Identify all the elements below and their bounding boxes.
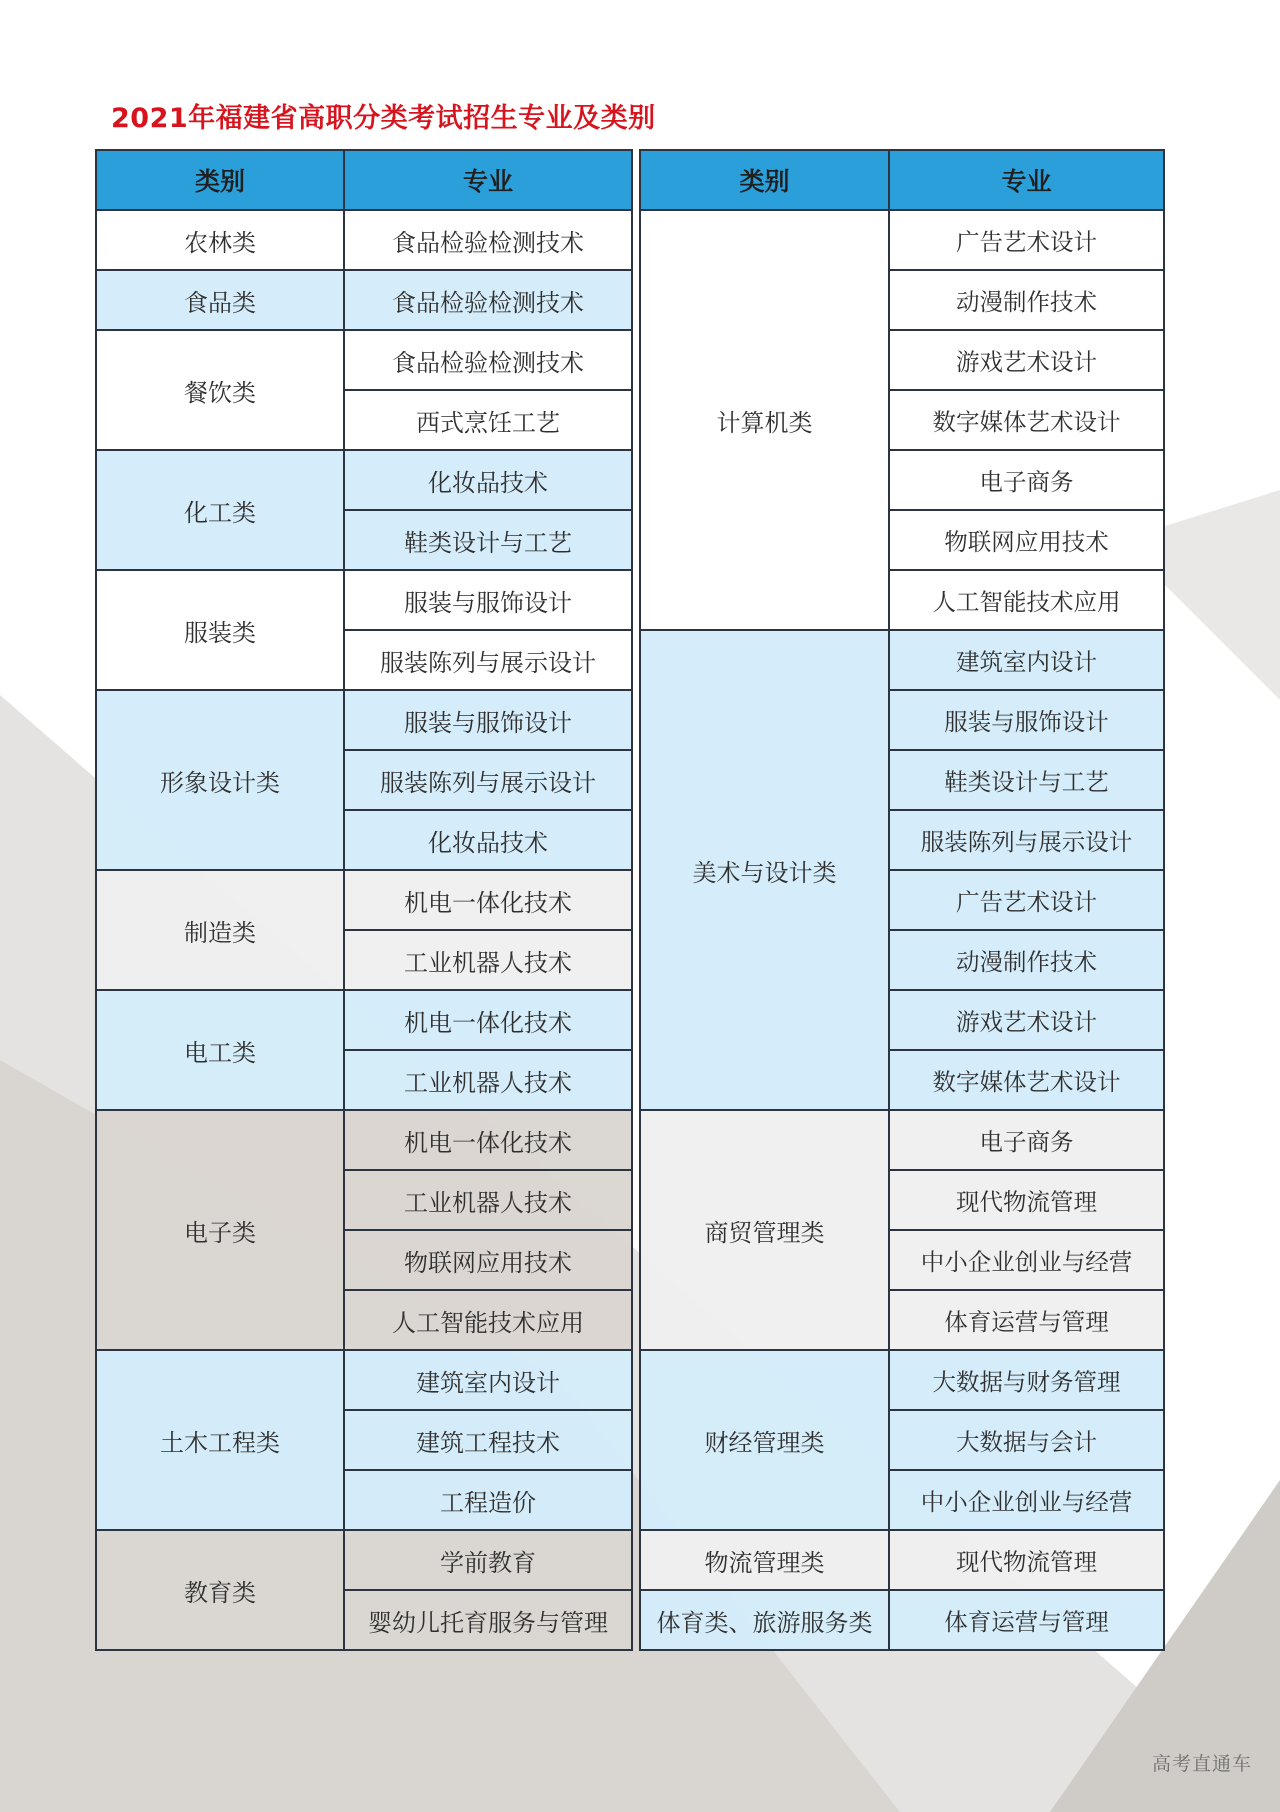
table-row bbox=[640, 1530, 1164, 1590]
major-cell: 建筑室内设计 bbox=[889, 630, 1164, 690]
major-cell: 广告艺术设计 bbox=[889, 210, 1164, 270]
table-row bbox=[96, 1530, 632, 1590]
major-cell: 物联网应用技术 bbox=[889, 510, 1164, 570]
major-cell: 学前教育 bbox=[344, 1530, 632, 1590]
category-header: 类别 bbox=[96, 150, 344, 210]
category-cell: 物流管理类 bbox=[640, 1530, 889, 1590]
major-cell: 工业机器人技术 bbox=[344, 930, 632, 990]
major-cell: 工业机器人技术 bbox=[344, 1050, 632, 1110]
major-cell: 鞋类设计与工艺 bbox=[344, 510, 632, 570]
major-cell: 动漫制作技术 bbox=[889, 270, 1164, 330]
right-table-body bbox=[640, 210, 1164, 1650]
major-cell: 体育运营与管理 bbox=[889, 1290, 1164, 1350]
major-cell: 游戏艺术设计 bbox=[889, 330, 1164, 390]
major-cell: 食品检验检测技术 bbox=[344, 330, 632, 390]
left-table-body bbox=[96, 210, 632, 1650]
major-cell: 大数据与财务管理 bbox=[889, 1350, 1164, 1410]
major-cell: 动漫制作技术 bbox=[889, 930, 1164, 990]
category-cell: 电子类 bbox=[96, 1110, 344, 1350]
major-cell: 鞋类设计与工艺 bbox=[889, 750, 1164, 810]
major-cell: 人工智能技术应用 bbox=[344, 1290, 632, 1350]
major-cell: 现代物流管理 bbox=[889, 1170, 1164, 1230]
major-cell: 服装陈列与展示设计 bbox=[889, 810, 1164, 870]
category-cell: 食品类 bbox=[96, 270, 344, 330]
category-cell: 商贸管理类 bbox=[640, 1110, 889, 1350]
category-cell: 教育类 bbox=[96, 1530, 344, 1650]
table-row bbox=[96, 570, 632, 630]
right-table bbox=[639, 149, 1165, 1651]
table-row bbox=[96, 210, 632, 270]
major-cell: 数字媒体艺术设计 bbox=[889, 1050, 1164, 1110]
left-table bbox=[95, 149, 633, 1651]
table-row bbox=[96, 270, 632, 330]
major-cell: 服装陈列与展示设计 bbox=[344, 630, 632, 690]
major-cell: 体育运营与管理 bbox=[889, 1590, 1164, 1650]
major-cell: 中小企业创业与经营 bbox=[889, 1470, 1164, 1530]
category-cell: 形象设计类 bbox=[96, 690, 344, 870]
category-cell: 服装类 bbox=[96, 570, 344, 690]
major-cell: 物联网应用技术 bbox=[344, 1230, 632, 1290]
page-title: 2021年福建省高职分类考试招生专业及类别 bbox=[111, 103, 656, 134]
major-cell: 人工智能技术应用 bbox=[889, 570, 1164, 630]
major-cell: 中小企业创业与经营 bbox=[889, 1230, 1164, 1290]
category-cell: 化工类 bbox=[96, 450, 344, 570]
major-cell: 化妆品技术 bbox=[344, 450, 632, 510]
major-cell: 现代物流管理 bbox=[889, 1530, 1164, 1590]
major-cell: 数字媒体艺术设计 bbox=[889, 390, 1164, 450]
category-cell: 土木工程类 bbox=[96, 1350, 344, 1530]
major-cell: 游戏艺术设计 bbox=[889, 990, 1164, 1050]
major-cell: 机电一体化技术 bbox=[344, 990, 632, 1050]
table-row bbox=[640, 210, 1164, 270]
category-cell: 计算机类 bbox=[640, 210, 889, 630]
major-cell: 大数据与会计 bbox=[889, 1410, 1164, 1470]
major-cell: 食品检验检测技术 bbox=[344, 210, 632, 270]
major-cell: 机电一体化技术 bbox=[344, 1110, 632, 1170]
category-cell: 体育类、旅游服务类 bbox=[640, 1590, 889, 1650]
major-cell: 建筑室内设计 bbox=[344, 1350, 632, 1410]
major-cell: 服装陈列与展示设计 bbox=[344, 750, 632, 810]
table-row bbox=[640, 1350, 1164, 1410]
category-cell: 餐饮类 bbox=[96, 330, 344, 450]
category-cell: 美术与设计类 bbox=[640, 630, 889, 1110]
major-cell: 机电一体化技术 bbox=[344, 870, 632, 930]
major-cell: 婴幼儿托育服务与管理 bbox=[344, 1590, 632, 1650]
table-row bbox=[640, 1590, 1164, 1650]
table-row bbox=[96, 1350, 632, 1410]
major-cell: 服装与服饰设计 bbox=[344, 570, 632, 630]
category-cell: 财经管理类 bbox=[640, 1350, 889, 1530]
major-cell: 服装与服饰设计 bbox=[344, 690, 632, 750]
major-cell: 广告艺术设计 bbox=[889, 870, 1164, 930]
table-row bbox=[96, 1110, 632, 1170]
left-table-header-row bbox=[96, 150, 632, 210]
major-cell: 服装与服饰设计 bbox=[889, 690, 1164, 750]
major-cell: 西式烹饪工艺 bbox=[344, 390, 632, 450]
category-header: 类别 bbox=[640, 150, 889, 210]
category-cell: 农林类 bbox=[96, 210, 344, 270]
major-cell: 电子商务 bbox=[889, 1110, 1164, 1170]
watermark: 高考直通车 bbox=[1151, 1753, 1252, 1775]
major-cell: 电子商务 bbox=[889, 450, 1164, 510]
category-cell: 制造类 bbox=[96, 870, 344, 990]
major-header: 专业 bbox=[344, 150, 632, 210]
table-row bbox=[640, 630, 1164, 690]
major-cell: 建筑工程技术 bbox=[344, 1410, 632, 1470]
table-row bbox=[96, 330, 632, 390]
table-row bbox=[96, 450, 632, 510]
category-cell: 电工类 bbox=[96, 990, 344, 1110]
major-cell: 工业机器人技术 bbox=[344, 1170, 632, 1230]
major-cell: 化妆品技术 bbox=[344, 810, 632, 870]
major-header: 专业 bbox=[889, 150, 1164, 210]
major-cell: 食品检验检测技术 bbox=[344, 270, 632, 330]
right-table-header-row bbox=[640, 150, 1164, 210]
major-cell: 工程造价 bbox=[344, 1470, 632, 1530]
table-row bbox=[640, 1110, 1164, 1170]
table-row bbox=[96, 690, 632, 750]
table-row bbox=[96, 990, 632, 1050]
table-row bbox=[96, 870, 632, 930]
